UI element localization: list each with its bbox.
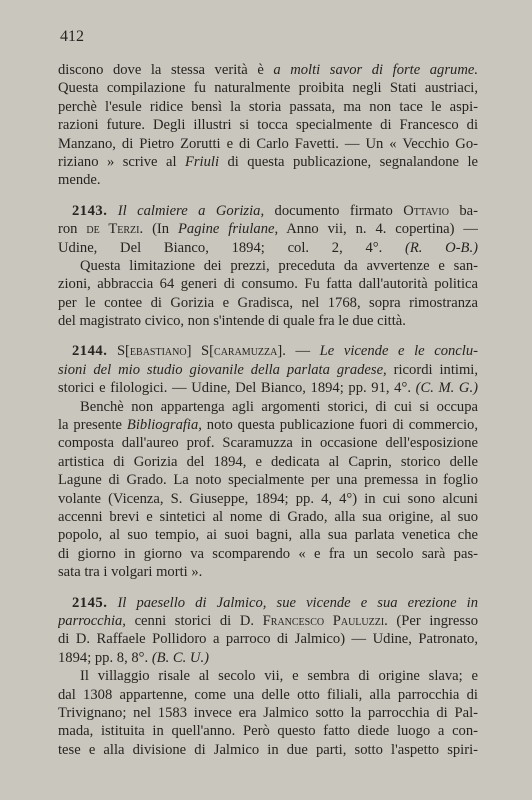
- text-run: Bibliografia,: [126, 417, 202, 434]
- text-line: [58, 220, 478, 238]
- text-run: mende.: [58, 172, 101, 189]
- text-line: [58, 649, 478, 667]
- text-run: (R. O-B.): [405, 239, 478, 256]
- text-run: Trivignano; nel 1583 invece era Jalmico sotto la parrocchia di Pal-: [58, 704, 478, 721]
- text-line: [58, 239, 478, 257]
- text-run: Il paesello di Jalmico, sue vicende e sua erezione in: [117, 594, 478, 611]
- text-line: [58, 379, 478, 397]
- text-line: [58, 416, 478, 434]
- text-line: [58, 116, 478, 134]
- text-run: perchè l'esule ridice bensì la storia passata, ma non tace le aspi-: [58, 98, 478, 115]
- text-run: Questa limitazione dei prezzi, preceduta da avvertenze e san-: [80, 257, 478, 274]
- text-line: [58, 490, 478, 508]
- text-run: (B. C. U.): [151, 649, 209, 666]
- text-run: de Terzi: [86, 221, 140, 238]
- text-run: riziano » scrive al: [58, 153, 185, 170]
- text-run: mada, istituita in quell'anno. Però questo fatto diede luogo a con-: [58, 723, 478, 740]
- text-line: [58, 171, 478, 189]
- entry-number: 2144.: [72, 343, 108, 360]
- text-line: [58, 275, 478, 293]
- text-run: ron: [58, 221, 87, 238]
- entry-heading-line: [58, 342, 478, 360]
- text-run: Lagune di Grado. La noto specialmente per una premessa in foglio: [58, 472, 478, 489]
- text-run: Friuli: [184, 153, 220, 170]
- text-line: [58, 361, 478, 379]
- text-run: volante (Vicenza, S. Giuseppe, 1894; pp. 4, 4°) in cui sono alcuni: [58, 490, 478, 507]
- text-line: [58, 667, 478, 685]
- text-line: [58, 704, 478, 722]
- entry-gap: [58, 190, 478, 202]
- text-line: [58, 722, 478, 740]
- text-run: Manzano, di Pietro Zorutti e di Carlo Favetti. — Un « Vecchio Go-: [58, 135, 478, 152]
- text-run: ba-: [448, 202, 478, 219]
- text-run: [107, 595, 117, 611]
- text-run: ricordi intimi,: [386, 361, 478, 378]
- text-line: [58, 398, 478, 416]
- text-run: Benchè non appartenga agli argomenti storici, di cui si occupa: [80, 398, 478, 415]
- text-run: Questa compilazione fu naturalmente proibita negli Stati austriaci,: [58, 80, 478, 97]
- page-text: [58, 61, 478, 759]
- text-line: [58, 135, 478, 153]
- entry-number: 2145.: [72, 594, 108, 611]
- text-run: dal 1308 appartenne, come una delle otto filiali, alla parrocchia di: [58, 686, 478, 703]
- text-run: . (Per ingresso: [384, 612, 478, 629]
- entry-heading-line: [58, 594, 478, 612]
- text-run: di questa publicazione, segnalandone le: [219, 153, 478, 170]
- text-line: [58, 508, 478, 526]
- text-line: [58, 563, 478, 581]
- text-run: di giorno in giorno va scomparendo « e fra un secolo sarà pas-: [58, 545, 478, 562]
- text-run: Udine, Del Bianco, 1894; col. 2, 4°.: [58, 239, 405, 256]
- text-line: [58, 257, 478, 275]
- text-run: . (In: [139, 221, 179, 238]
- text-run: zioni, abbraccia 64 generi di consumo. Fu fatta dall'autorità politica: [58, 276, 478, 293]
- text-run: Il villaggio risale al secolo vii, e sembra di origine slava; e: [80, 668, 478, 685]
- text-run: composta dall'aureo prof. Scaramuzza in occasione dell'esposizione: [58, 435, 478, 452]
- text-run: [107, 203, 117, 219]
- text-line: [58, 545, 478, 563]
- text-run: (C. M. G.): [415, 380, 478, 397]
- text-line: [58, 686, 478, 704]
- text-line: [58, 526, 478, 544]
- text-line: [58, 434, 478, 452]
- text-run: razioni future. Degli illustri si tocca specialmente di Francesco di: [58, 117, 478, 134]
- text-run: Anno vii, n. 4. copertina) —: [278, 221, 478, 238]
- text-run: Ottavio: [403, 202, 449, 219]
- text-run: storici e filologici. — Udine, Del Bianco, 1894; pp. 91, 4°.: [58, 380, 416, 397]
- text-run: a molti savor di forte agrume.: [273, 62, 478, 78]
- text-line: [58, 98, 478, 116]
- text-run: tese e alla divisione di Jalmico in due parti, sotto l'aspetto spiri-: [58, 741, 478, 758]
- text-run: sioni del mio studio giovanile della parlata gradese,: [58, 361, 387, 378]
- text-run: 1894; pp. 8, 8°.: [58, 649, 152, 666]
- text-line: [58, 612, 478, 630]
- text-line: [58, 630, 478, 648]
- text-line: [58, 312, 478, 330]
- text-line: [58, 741, 478, 759]
- text-run: parrocchia,: [58, 612, 126, 629]
- page-number: 412: [60, 28, 84, 45]
- text-run: noto questa publicazione fuori di commercio,: [201, 417, 478, 434]
- entry-gap: [58, 582, 478, 594]
- text-run: S[ebastiano] S[caramuzza]. —: [107, 343, 320, 360]
- text-run: Pagine friulane,: [178, 221, 279, 238]
- text-run: Le vicende e le conclu-: [319, 343, 478, 360]
- entry-number: 2143.: [72, 202, 108, 219]
- entry-gap: [58, 330, 478, 342]
- text-line: [58, 294, 478, 312]
- text-run: popolo, al suo tempio, ai suoi bagni, alla sua parlata venetica che: [58, 527, 478, 544]
- text-run: per le contee di Gorizia e Gradisca, nel 1768, sopra rimostranza: [58, 294, 478, 311]
- text-run: del magistrato civico, non s'intende di quale fra le due città.: [58, 313, 406, 330]
- text-line: [58, 471, 478, 489]
- text-run: artistica di Gorizia del 1894, e dedicata al Caprin, storico delle: [58, 453, 478, 470]
- text-line: [58, 453, 478, 471]
- text-run: accenni brevi e sintetici al nome di Grado, alla sua origine, al suo: [58, 508, 478, 525]
- text-run: cenni storici di D.: [125, 612, 263, 629]
- text-run: sata tra i volgari morti ».: [58, 564, 203, 581]
- text-run: Francesco Pauluzzi: [262, 612, 385, 629]
- text-line: [58, 79, 478, 97]
- text-run: Il calmiere a Gorizia,: [117, 202, 265, 219]
- text-line: [58, 153, 478, 171]
- text-run: di D. Raffaele Pollidoro a parroco di Jalmico) — Udine, Patronato,: [58, 631, 478, 648]
- entry-heading-line: [58, 202, 478, 220]
- text-run: documento firmato: [264, 202, 404, 219]
- text-run: discono dove la stessa verità è: [58, 62, 274, 78]
- text-run: la presente: [58, 417, 127, 434]
- text-line: [58, 61, 478, 79]
